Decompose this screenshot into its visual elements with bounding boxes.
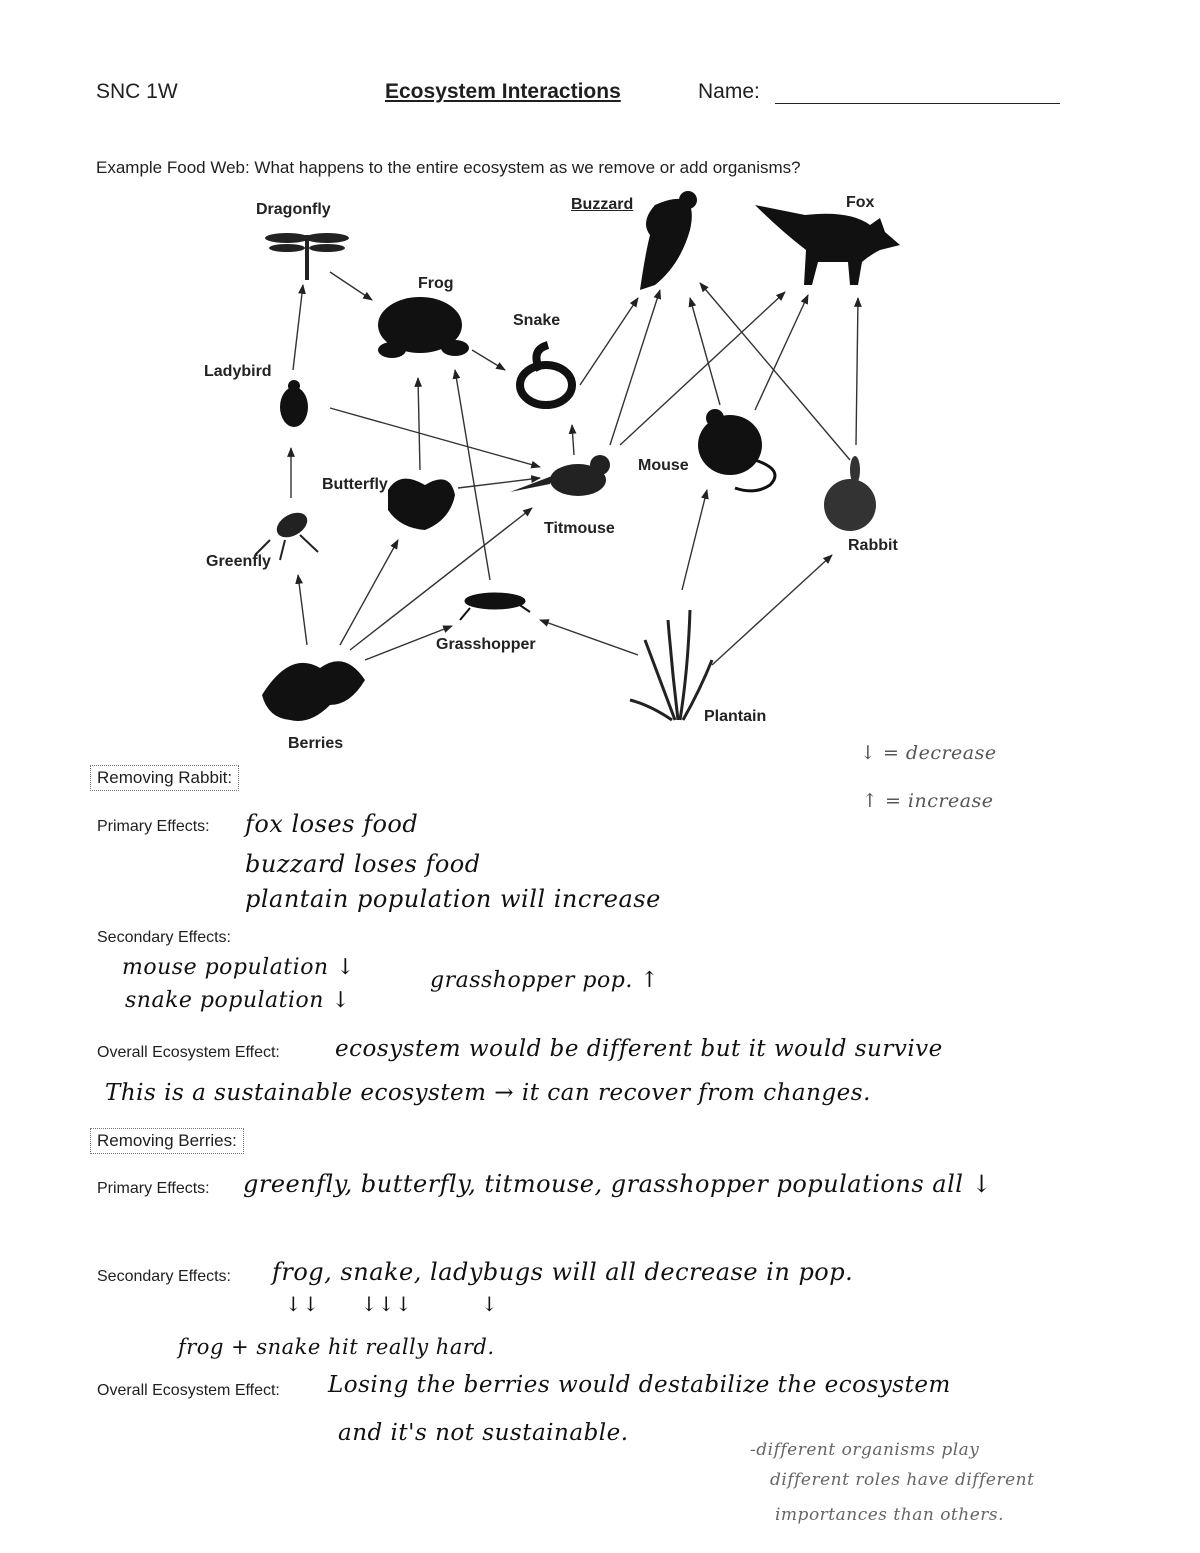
label-butterfly: Butterfly	[322, 476, 388, 493]
section-heading-removing-rabbit: Removing Rabbit:	[90, 765, 239, 791]
worksheet-title: Ecosystem Interactions	[385, 80, 621, 103]
label-ladybird: Ladybird	[204, 363, 272, 380]
label-fox: Fox	[846, 194, 875, 211]
ladybird-icon	[280, 380, 308, 427]
primary-effect-line: buzzard loses food	[245, 850, 481, 878]
label-snake: Snake	[513, 312, 561, 329]
butterfly-icon	[388, 479, 455, 530]
name-label: Name:	[698, 80, 760, 103]
secondary-effect-note: frog + snake hit really hard.	[178, 1335, 495, 1359]
titmouse-icon	[510, 455, 610, 496]
snake-icon	[520, 345, 572, 405]
primary-effects-label: Primary Effects:	[97, 1180, 210, 1197]
dragonfly-icon	[265, 233, 349, 280]
secondary-effect-line: mouse population ↓	[122, 955, 356, 980]
berries-icon	[262, 661, 365, 721]
overall-effect-line: This is a sustainable ecosystem → it can recover from changes.	[105, 1080, 871, 1106]
plantain-icon	[630, 610, 712, 720]
food-web-diagram	[0, 0, 1200, 760]
legend-increase: ↑ = increase	[862, 790, 994, 812]
overall-effect-label: Overall Ecosystem Effect:	[97, 1382, 280, 1399]
label-titmouse: Titmouse	[544, 520, 615, 537]
buzzard-icon	[640, 191, 697, 290]
label-buzzard: Buzzard	[571, 196, 634, 213]
label-greenfly: Greenfly	[206, 553, 271, 570]
mouse-icon	[698, 409, 775, 491]
overall-effect-line: ecosystem would be different but it would survive	[335, 1036, 943, 1062]
label-mouse: Mouse	[638, 457, 689, 474]
overall-effect-line: Losing the berries would destabilize the ecosystem	[328, 1372, 951, 1398]
frog-icon	[378, 297, 469, 358]
side-note-line: -different organisms play	[750, 1440, 980, 1460]
section-heading-removing-berries: Removing Berries:	[90, 1128, 244, 1154]
rabbit-icon	[824, 456, 876, 531]
primary-effect-line: fox loses food	[245, 810, 419, 838]
secondary-effect-line: snake population ↓	[125, 988, 351, 1013]
secondary-effect-line: frog, snake, ladybugs will all decrease in pop.	[272, 1258, 854, 1286]
secondary-effect-side: grasshopper pop. ↑	[430, 968, 660, 993]
secondary-effect-arrows: ↓↓ ↓↓↓ ↓	[285, 1292, 499, 1316]
food-web-question: Example Food Web: What happens to the entire ecosystem as we remove or add organisms?	[96, 158, 801, 177]
overall-effect-label: Overall Ecosystem Effect:	[97, 1044, 280, 1061]
label-dragonfly: Dragonfly	[256, 201, 331, 218]
label-rabbit: Rabbit	[848, 537, 898, 554]
secondary-effects-label: Secondary Effects:	[97, 1268, 231, 1285]
side-note-line: importances than others.	[775, 1505, 1005, 1525]
secondary-effects-label: Secondary Effects:	[97, 929, 231, 946]
label-frog: Frog	[418, 275, 454, 292]
side-note-line: different roles have different	[770, 1470, 1035, 1490]
label-grasshopper: Grasshopper	[436, 636, 536, 653]
primary-effects-label: Primary Effects:	[97, 818, 210, 835]
overall-effect-line: and it's not sustainable.	[338, 1420, 629, 1446]
primary-effect-line: greenfly, butterfly, titmouse, grasshopper populations all ↓	[243, 1170, 993, 1198]
grasshopper-icon	[460, 593, 530, 620]
label-plantain: Plantain	[704, 708, 767, 725]
course-code: SNC 1W	[96, 80, 178, 103]
legend-decrease: ↓ = decrease	[860, 742, 997, 764]
primary-effect-line: plantain population will increase	[245, 885, 661, 913]
fox-icon	[755, 205, 900, 285]
label-berries: Berries	[288, 735, 344, 752]
